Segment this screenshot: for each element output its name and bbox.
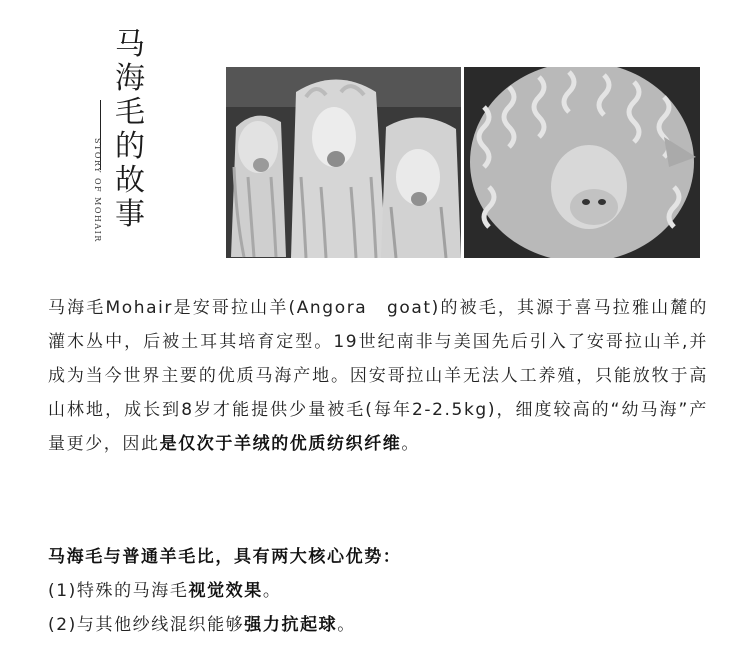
intro-text: 马海毛Mohair是安哥拉山羊(Angora goat)的被毛，其源于喜马拉雅山麓的灌木丛中，后被土耳其培育定型。19世纪南非与美国先后引入了安哥拉山羊,并成为当今世界主要的优质马海产地。因安哥拉山羊无法人工养殖，只能放牧于高山林地，成长到8岁才能提供少量被毛(每年2-2.5kg)，细度较高的“幼马海”产量更少，因此 (48, 298, 708, 454)
page-subtitle: STORY OF MOHAIR (93, 138, 102, 243)
title-char: 故 (115, 163, 145, 198)
advantages-section (48, 540, 708, 642)
intro-highlight: 是仅次于羊绒的优质纺织纤维 (159, 434, 402, 454)
advantage-text: (2)与其他纱线混织能够 (48, 615, 245, 635)
advantage-item (48, 608, 708, 642)
angora-goat-closeup-photo (464, 67, 700, 258)
page-title (110, 28, 150, 232)
intro-text-end: 。 (401, 434, 421, 454)
title-char: 海 (115, 61, 145, 96)
advantages-heading: 马海毛与普通羊毛比，具有两大核心优势： (48, 547, 402, 567)
advantage-highlight: 强力抗起球 (244, 615, 338, 635)
advantage-text-end: 。 (262, 581, 282, 601)
advantage-text: (1)特殊的马海毛 (48, 581, 189, 601)
advantage-item (48, 574, 708, 608)
advantage-text-end: 。 (337, 615, 356, 635)
advantage-highlight: 视觉效果 (188, 581, 263, 601)
title-char: 毛 (115, 95, 145, 130)
title-char: 事 (115, 197, 145, 232)
intro-paragraph (48, 291, 708, 461)
title-char: 马 (115, 27, 145, 62)
title-char: 的 (115, 129, 145, 164)
angora-goats-photo (226, 67, 461, 258)
